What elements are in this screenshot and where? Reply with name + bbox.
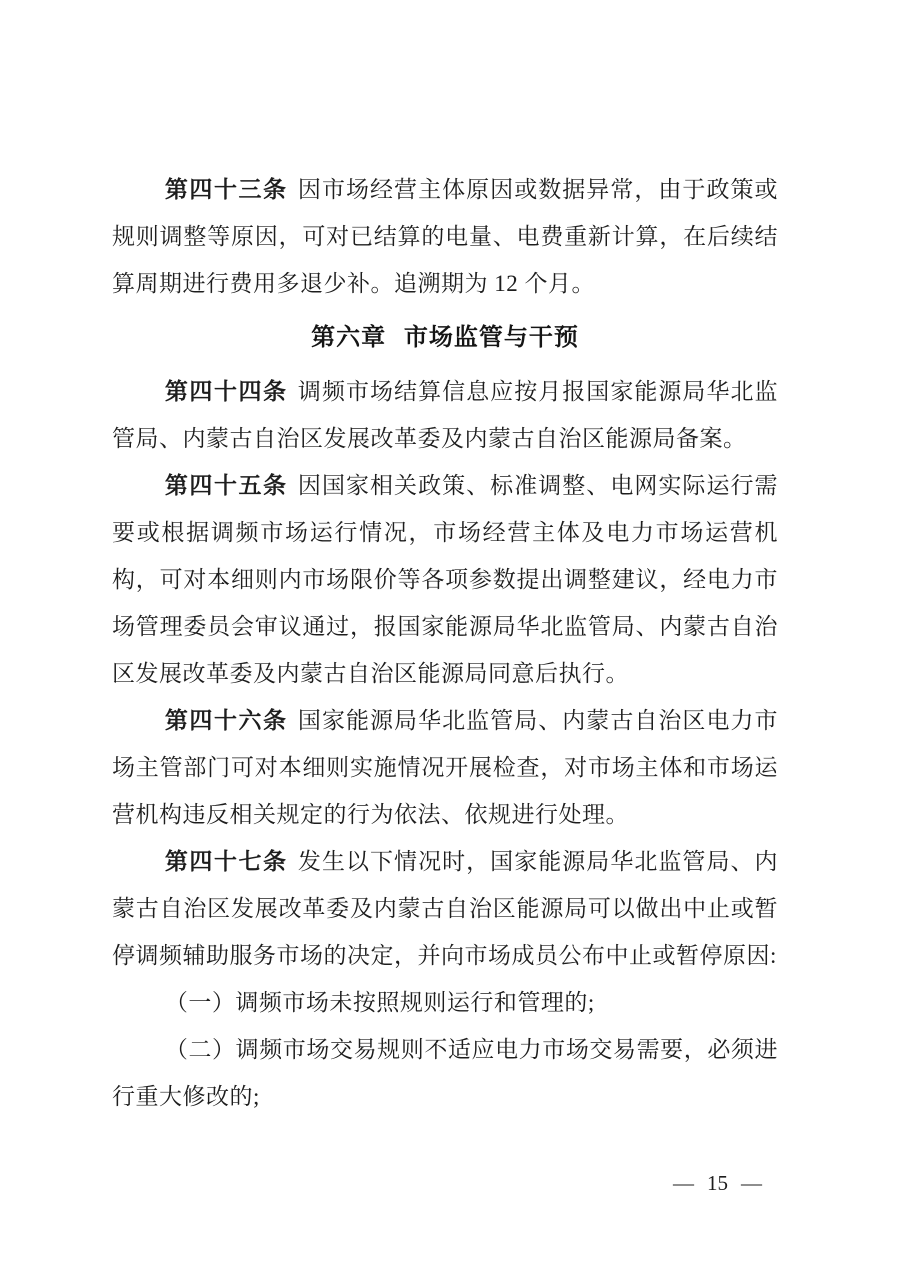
page-number: 15: [707, 1171, 728, 1195]
list-item-2: （二）调频市场交易规则不适应电力市场交易需要，必须进行重大修改的;: [112, 1037, 778, 1109]
article-47-text: 发生以下情况时，国家能源局华北监管局、内蒙古自治区发展改革委及内蒙古自治区能源局可以做出中止或暂停调频辅助服务市场的决定，并向市场成员公布中止或暂停原因:: [112, 849, 779, 968]
footer-dash-right: —: [741, 1171, 762, 1195]
article-46-label: 第四十六条: [164, 708, 288, 733]
article-43-text: 因市场经营主体原因或数据异常，由于政策或规则调整等原因，可对已结算的电量、电费重新计算，在后续结算周期进行费用多退少补。追溯期为 12 个月。: [112, 177, 779, 296]
article-47-label: 第四十七条: [164, 849, 288, 874]
article-43-paragraph: [112, 166, 778, 307]
article-44-paragraph: [112, 368, 778, 462]
article-46-paragraph: [112, 697, 778, 838]
page-footer: [673, 1170, 762, 1196]
article-44-label: 第四十四条: [164, 379, 288, 404]
list-item-1: （一）调频市场未按照规则运行和管理的;: [164, 990, 595, 1015]
article-45-paragraph: [112, 462, 778, 697]
article-43-label: 第四十三条: [164, 177, 288, 202]
footer-dash-left: —: [673, 1171, 694, 1195]
article-44-text: 调频市场结算信息应按月报国家能源局华北监管局、内蒙古自治区发展改革委及内蒙古自治区能源局备案。: [112, 379, 779, 451]
page-content: [112, 166, 778, 1120]
article-46-text: 国家能源局华北监管局、内蒙古自治区电力市场主管部门可对本细则实施情况开展检查，对市场主体和市场运营机构违反相关规定的行为依法、依规进行处理。: [112, 708, 779, 827]
article-45-label: 第四十五条: [164, 473, 288, 498]
article-47-paragraph: [112, 838, 778, 979]
article-45-text: 因国家相关政策、标准调整、电网实际运行需要或根据调频市场运行情况，市场经营主体及电力市场运营机构，可对本细则内市场限价等各项参数提出调整建议，经电力市场管理委员会审议通过，报国家能源局华北监管局、内蒙古自治区发展改革委及内蒙古自治区能源局同意后执行。: [112, 473, 779, 686]
chapter-6-heading: 第六章 市场监管与干预: [311, 324, 579, 351]
